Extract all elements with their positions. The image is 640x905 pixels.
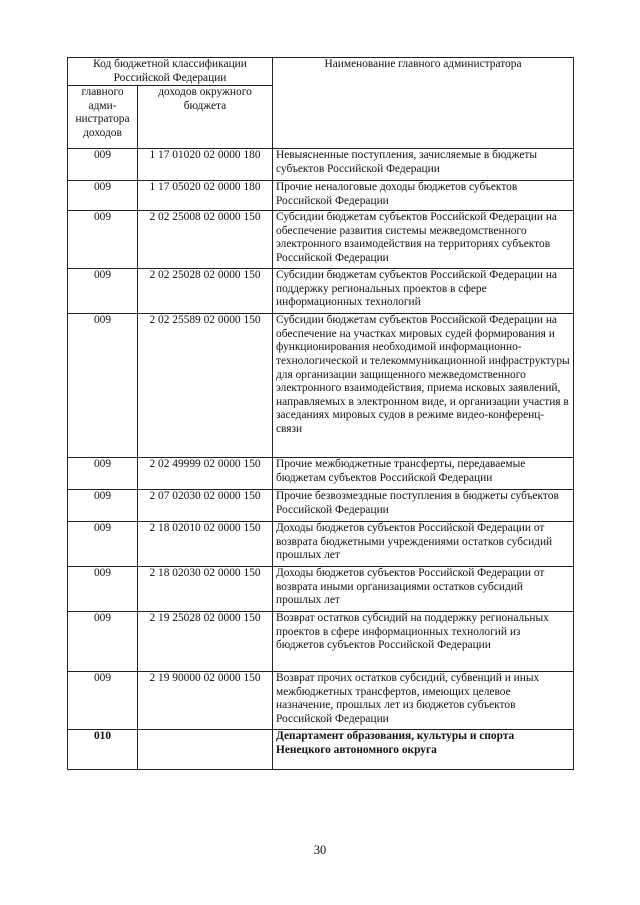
table-row — [68, 490, 574, 522]
admin-code-cell: 009 — [68, 490, 138, 522]
admin-code-cell: 009 — [68, 211, 138, 269]
table-row — [68, 612, 574, 672]
table-row — [68, 458, 574, 490]
revenue-code-cell: 2 18 02030 02 0000 150 — [138, 567, 273, 612]
admin-code-cell: 009 — [68, 314, 138, 458]
table-row — [68, 149, 574, 181]
admin-name-cell: Субсидии бюджетам субъектов Российской Федерации на поддержку региональных проектов в сфере информационных технологий — [273, 269, 574, 314]
revenue-code-cell: 2 02 25028 02 0000 150 — [138, 269, 273, 314]
admin-name-cell: Доходы бюджетов субъектов Российской Федерации от возврата иными организациями остатков субсидий прошлых лет — [273, 567, 574, 612]
table-row — [68, 211, 574, 269]
table-row — [68, 181, 574, 211]
table-row — [68, 314, 574, 458]
table-row — [68, 672, 574, 730]
table-row — [68, 522, 574, 567]
revenue-code-cell: 2 02 49999 02 0000 150 — [138, 458, 273, 490]
admin-code-cell: 009 — [68, 672, 138, 730]
admin-name-cell: Невыясненные поступления, зачисляемые в бюджеты субъектов Российской Федерации — [273, 149, 574, 181]
header-admin-code: главного адми-нистратора доходов — [68, 86, 138, 149]
admin-name-cell: Департамент образования, культуры и спорта Ненецкого автономного округа — [273, 730, 574, 770]
revenue-code-cell: 1 17 01020 02 0000 180 — [138, 149, 273, 181]
header-row-group — [68, 58, 574, 86]
header-admin-name: Наименование главного администратора — [273, 58, 574, 149]
admin-name-cell: Прочие межбюджетные трансферты, передаваемые бюджетам субъектов Российской Федерации — [273, 458, 574, 490]
revenue-code-cell: 2 19 25028 02 0000 150 — [138, 612, 273, 672]
revenue-code-cell — [138, 730, 273, 770]
admin-code-cell: 010 — [68, 730, 138, 770]
revenue-code-cell: 2 02 25589 02 0000 150 — [138, 314, 273, 458]
admin-code-cell: 009 — [68, 458, 138, 490]
revenue-code-cell: 1 17 05020 02 0000 180 — [138, 181, 273, 211]
admin-name-cell: Возврат остатков субсидий на поддержку региональных проектов в сфере информационных технологий из бюджетов субъектов Российской Федерации — [273, 612, 574, 672]
table-row — [68, 730, 574, 770]
admin-name-cell: Доходы бюджетов субъектов Российской Федерации от возврата бюджетными учреждениями остатков субсидий прошлых лет — [273, 522, 574, 567]
revenue-code-cell: 2 02 25008 02 0000 150 — [138, 211, 273, 269]
admin-code-cell: 009 — [68, 567, 138, 612]
admin-code-cell: 009 — [68, 181, 138, 211]
table-row — [68, 269, 574, 314]
budget-classification-table — [67, 57, 574, 770]
revenue-code-cell: 2 07 02030 02 0000 150 — [138, 490, 273, 522]
admin-code-cell: 009 — [68, 269, 138, 314]
admin-code-cell: 009 — [68, 522, 138, 567]
admin-name-cell: Возврат прочих остатков субсидий, субвенций и иных межбюджетных трансфертов, имеющих целевое назначение, прошлых лет из бюджетов субъектов Российской Федерации — [273, 672, 574, 730]
header-revenue-code: доходов окружного бюджета — [138, 86, 273, 149]
page-number: 30 — [313, 843, 327, 857]
admin-name-cell: Субсидии бюджетам субъектов Российской Федерации на обеспечение развития системы межведомственного электронного взаимодействия на территориях субъектов Российской Федерации — [273, 211, 574, 269]
revenue-code-cell: 2 18 02010 02 0000 150 — [138, 522, 273, 567]
admin-name-cell: Прочие безвозмездные поступления в бюджеты субъектов Российской Федерации — [273, 490, 574, 522]
admin-code-cell: 009 — [68, 612, 138, 672]
admin-name-cell: Субсидии бюджетам субъектов Российской Федерации на обеспечение на участках мировых судей формирования и функционирования необходимой информационно-технологической и телекоммуникационной инфраструктуры для организации защищенного межведомственного электронного взаимодействия, приема исковых заявлений, направляемых в электронном виде, и организации участия в заседаниях мировых судов в режиме видео-конференц-связи — [273, 314, 574, 458]
table-row — [68, 567, 574, 612]
admin-code-cell: 009 — [68, 149, 138, 181]
admin-name-cell: Прочие неналоговые доходы бюджетов субъектов Российской Федерации — [273, 181, 574, 211]
header-classification-group: Код бюджетной классификации Российской Федерации — [68, 58, 273, 86]
revenue-code-cell: 2 19 90000 02 0000 150 — [138, 672, 273, 730]
